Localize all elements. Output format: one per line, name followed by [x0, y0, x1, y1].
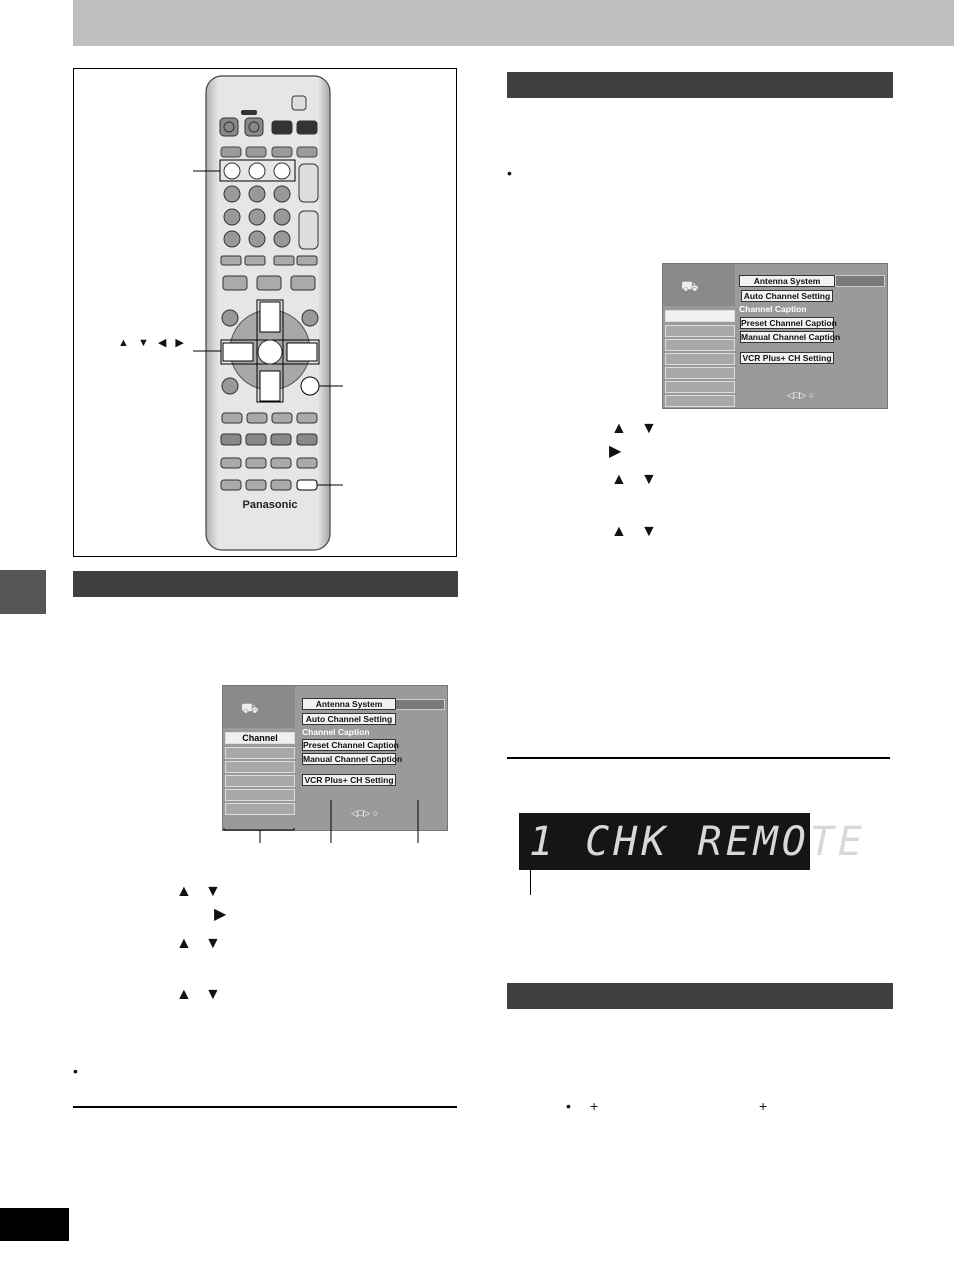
remote-illustration: [73, 68, 457, 557]
down-arrow-icon: ▼: [641, 523, 657, 540]
page-header-band: [73, 0, 954, 46]
menu-icon-area: [663, 264, 735, 306]
down-arrow-icon: ▼: [641, 420, 657, 437]
up-arrow-icon: ▲: [611, 523, 627, 540]
plus-sign: +: [590, 1098, 599, 1114]
menu-item-vcr-plus-ch-setting[interactable]: VCR Plus+ CH Setting: [740, 352, 834, 364]
down-arrow-icon: ▼: [205, 883, 221, 900]
section-header-bar-right-bottom: [507, 983, 893, 1009]
bullet-icon: •: [73, 1063, 78, 1079]
menu-tab[interactable]: [665, 310, 735, 322]
right-arrow-icon: ▶: [609, 443, 622, 460]
up-arrow-icon: ▲: [176, 935, 192, 952]
navigation-hint-icon: ◁□▷ ○: [351, 808, 379, 818]
up-arrow-icon: ▲: [176, 883, 192, 900]
display-readout: 1 CHK REMOTE: [529, 819, 866, 865]
plus-sign: +: [759, 1098, 768, 1114]
menu-item-vcr-plus-ch-setting[interactable]: VCR Plus+ CH Setting: [302, 774, 396, 786]
menu-tab[interactable]: [665, 325, 735, 337]
down-arrow-icon: ▼: [205, 986, 221, 1003]
menu-tab[interactable]: [665, 339, 735, 351]
menu-item-preset-channel-caption[interactable]: Preset Channel Caption: [303, 740, 399, 750]
menu-tab[interactable]: [665, 395, 735, 407]
menu-icon-area: [223, 686, 295, 728]
arrow-keys-label: ▲ ▼ ◀ ▶: [118, 337, 187, 349]
section-header-bar-left: [73, 571, 458, 597]
divider-rule-left: [73, 1106, 457, 1108]
side-tab: [0, 570, 46, 614]
menu-item-preset-channel-caption[interactable]: Preset Channel Caption: [741, 318, 837, 328]
up-arrow-icon: ▲: [176, 986, 192, 1003]
remote-brand-logo: Panasonic: [242, 499, 298, 511]
menu-tab[interactable]: [665, 367, 735, 379]
menu-tab[interactable]: [665, 381, 735, 393]
divider-rule-right: [507, 757, 890, 759]
menu-tab[interactable]: [225, 775, 295, 787]
menu-item-manual-channel-caption[interactable]: Manual Channel Caption: [741, 332, 841, 342]
setup-menu-screen-right: [662, 263, 888, 409]
menu-callout-lines: [222, 800, 448, 844]
menu-item-manual-channel-caption[interactable]: Manual Channel Caption: [303, 754, 403, 764]
menu-tab[interactable]: [225, 747, 295, 759]
down-arrow-icon: ▼: [205, 935, 221, 952]
page-number-box: [0, 1208, 69, 1241]
section-header-bar-right-top: [507, 72, 893, 98]
antenna-setting-value: [395, 699, 445, 710]
menu-item-antenna-system[interactable]: Antenna System: [302, 698, 396, 710]
down-arrow-icon: ▼: [641, 471, 657, 488]
right-arrow-icon: ▶: [214, 906, 227, 923]
menu-item-auto-channel-setting[interactable]: Auto Channel Setting: [302, 713, 396, 725]
bullet-icon: •: [566, 1098, 571, 1114]
menu-heading-channel-caption: Channel Caption: [302, 727, 370, 737]
menu-item-antenna-system[interactable]: Antenna System: [739, 275, 835, 287]
menu-tab[interactable]: [665, 353, 735, 365]
menu-item-auto-channel-setting[interactable]: Auto Channel Setting: [741, 290, 833, 302]
menu-heading-channel-caption: Channel Caption: [739, 304, 807, 314]
navigation-hint-icon: ◁□▷ ○: [787, 390, 815, 400]
display-callout-line: [530, 868, 531, 895]
channel-menu-icon: ⛟: [241, 700, 259, 716]
menu-tab-channel[interactable]: Channel: [225, 732, 295, 744]
bullet-icon: •: [507, 165, 512, 181]
menu-tab[interactable]: [225, 761, 295, 773]
channel-menu-icon: ⛟: [681, 278, 699, 294]
antenna-setting-value: [835, 275, 885, 287]
unit-front-display: [519, 813, 866, 870]
up-arrow-icon: ▲: [611, 420, 627, 437]
up-arrow-icon: ▲: [611, 471, 627, 488]
